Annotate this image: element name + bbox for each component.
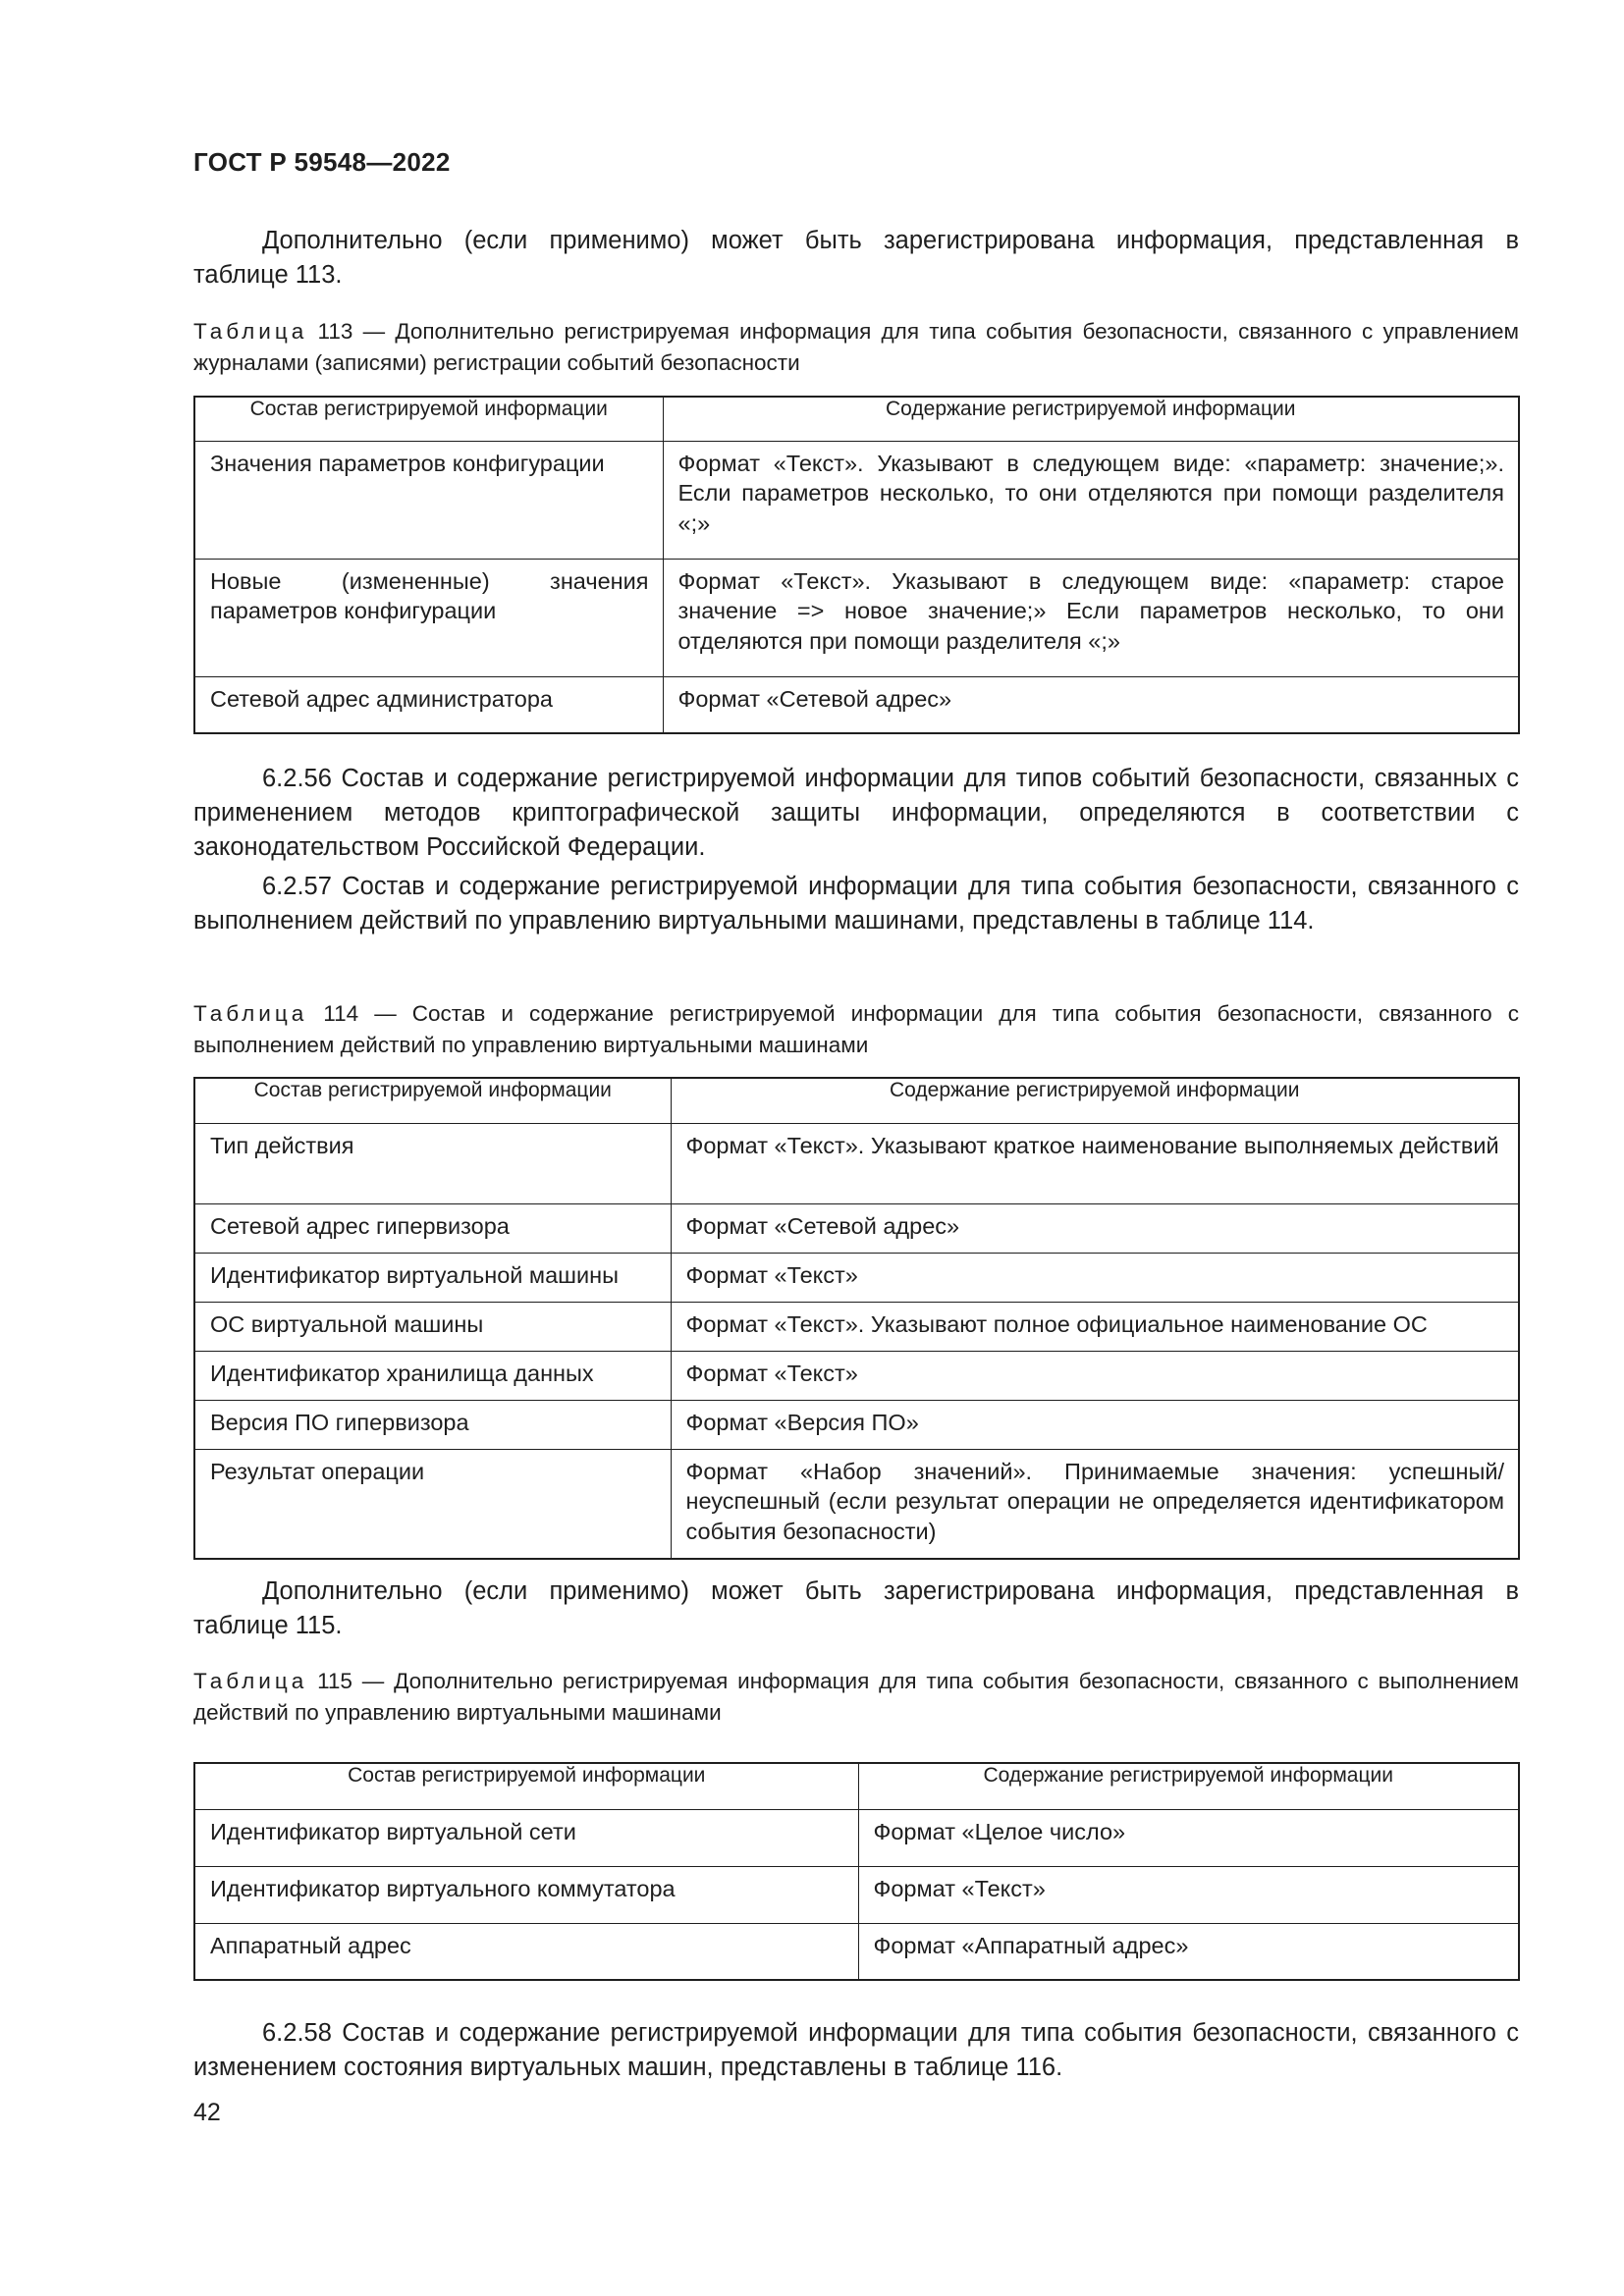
table-cell: Формат «Текст». Указывают краткое наименование выполняемых действий — [671, 1123, 1519, 1203]
table-cell: Значения параметров конфигурации — [194, 441, 663, 559]
table-cell: Формат «Сетевой адрес» — [671, 1203, 1519, 1253]
table-cell: Формат «Аппаратный адрес» — [858, 1923, 1519, 1980]
clause-6-2-57-text: 6.2.57 Состав и содержание регистрируемой информации для типа события безопасности, связанного с выполнением действий по управлению виртуальными машинами, представлены в таблице 114. — [193, 873, 1519, 934]
table-cell: Формат «Целое число» — [858, 1809, 1519, 1866]
table-114-caption-text: 114 — Состав и содержание регистрируемой информации для типа события безопасности, связанного с выполнением действий по управлению виртуальными машинами — [193, 1001, 1519, 1057]
table-row — [194, 1351, 1519, 1400]
table-cell: Новые (измененные) значения параметров конфигурации — [194, 559, 663, 676]
table-header-row — [194, 1078, 1519, 1123]
table-cell: Формат «Набор значений». Принимаемые значения: успешный/неуспешный (если результат операции не определяется идентификатором события безопасности) — [671, 1449, 1519, 1559]
table-114-caption — [193, 998, 1519, 1061]
table-header-cell: Содержание регистрируемой информации — [663, 397, 1519, 441]
table-114-caption-label: Таблица — [193, 1001, 308, 1026]
table-cell: Версия ПО гипервизора — [194, 1400, 671, 1449]
table-row — [194, 676, 1519, 733]
table-cell: Идентификатор виртуальной сети — [194, 1809, 858, 1866]
intro-paragraph-115 — [193, 1575, 1519, 1643]
table-row — [194, 1123, 1519, 1203]
table-row — [194, 1449, 1519, 1559]
table-header-cell: Содержание регистрируемой информации — [858, 1763, 1519, 1809]
table-header-cell: Состав регистрируемой информации — [194, 1078, 671, 1123]
table-113-caption-text: 113 — Дополнительно регистрируемая информация для типа события безопасности, связанного с управлением журналами (записями) регистрации событий безопасности — [193, 319, 1519, 375]
table-header-row — [194, 1763, 1519, 1809]
table-row — [194, 441, 1519, 559]
table-header-cell: Содержание регистрируемой информации — [671, 1078, 1519, 1123]
table-cell: Аппаратный адрес — [194, 1923, 858, 1980]
table-cell: Формат «Текст» — [858, 1866, 1519, 1923]
intro-paragraph-115-line1: Дополнительно (если применимо) может быть зарегистрирована информация, представленная в — [262, 1577, 1519, 1605]
table-cell: Формат «Сетевой адрес» — [663, 676, 1519, 733]
table-cell: Формат «Текст». Указывают в следующем виде: «параметр: старое значение => новое значение;» Если параметров несколько, то они отделяются при помощи разделителя «;» — [663, 559, 1519, 676]
table-row — [194, 1302, 1519, 1351]
table-cell: Сетевой адрес администратора — [194, 676, 663, 733]
table-115-caption-label: Таблица — [193, 1669, 308, 1693]
table-113-caption-label: Таблица — [193, 319, 308, 344]
table-row — [194, 1203, 1519, 1253]
table-115-caption — [193, 1666, 1519, 1729]
table-cell: Тип действия — [194, 1123, 671, 1203]
table-row — [194, 1866, 1519, 1923]
table-cell: Идентификатор виртуальной машины — [194, 1253, 671, 1302]
table-cell: Идентификатор хранилища данных — [194, 1351, 671, 1400]
table-row — [194, 1400, 1519, 1449]
table-cell: Формат «Текст» — [671, 1351, 1519, 1400]
table-row — [194, 1923, 1519, 1980]
table-115 — [193, 1762, 1520, 1981]
intro-paragraph-113 — [193, 224, 1519, 293]
clause-6-2-58-text: 6.2.58 Состав и содержание регистрируемой информации для типа события безопасности, связанного с изменением состояния виртуальных машин, представлены в таблице 116. — [193, 2019, 1519, 2081]
table-cell: Формат «Текст» — [671, 1253, 1519, 1302]
table-header-row — [194, 397, 1519, 441]
clause-6-2-57 — [193, 870, 1519, 938]
table-row — [194, 1809, 1519, 1866]
intro-paragraph-115-line2: таблице 115. — [193, 1612, 343, 1639]
table-114 — [193, 1077, 1520, 1560]
clause-6-2-58 — [193, 2016, 1519, 2085]
table-cell: Идентификатор виртуального коммутатора — [194, 1866, 858, 1923]
clause-6-2-56 — [193, 762, 1519, 865]
table-cell: Формат «Текст». Указывают полное официальное наименование ОС — [671, 1302, 1519, 1351]
intro-paragraph-113-line2: таблице 113. — [193, 261, 343, 289]
table-113-caption — [193, 316, 1519, 379]
table-115-caption-text: 115 — Дополнительно регистрируемая информация для типа события безопасности, связанного с выполнением действий по управлению виртуальными машинами — [193, 1669, 1519, 1725]
clause-6-2-56-text: 6.2.56 Состав и содержание регистрируемой информации для типов событий безопасности, связанных с применением методов криптографической защиты информации, определяются в соответствии с законодательством Российской Федерации. — [193, 765, 1519, 861]
table-cell: ОС виртуальной машины — [194, 1302, 671, 1351]
table-cell: Результат операции — [194, 1449, 671, 1559]
intro-paragraph-113-line1: Дополнительно (если применимо) может быть зарегистрирована информация, представленная в — [262, 227, 1519, 254]
table-113 — [193, 396, 1520, 734]
table-cell: Формат «Текст». Указывают в следующем виде: «параметр: значение;». Если параметров несколько, то они отделяются при помощи разделителя «;» — [663, 441, 1519, 559]
document-header: ГОСТ Р 59548—2022 — [193, 147, 451, 177]
table-cell: Сетевой адрес гипервизора — [194, 1203, 671, 1253]
table-row — [194, 559, 1519, 676]
page-number: 42 — [193, 2099, 221, 2126]
table-header-cell: Состав регистрируемой информации — [194, 1763, 858, 1809]
table-row — [194, 1253, 1519, 1302]
table-header-cell: Состав регистрируемой информации — [194, 397, 663, 441]
table-cell: Формат «Версия ПО» — [671, 1400, 1519, 1449]
